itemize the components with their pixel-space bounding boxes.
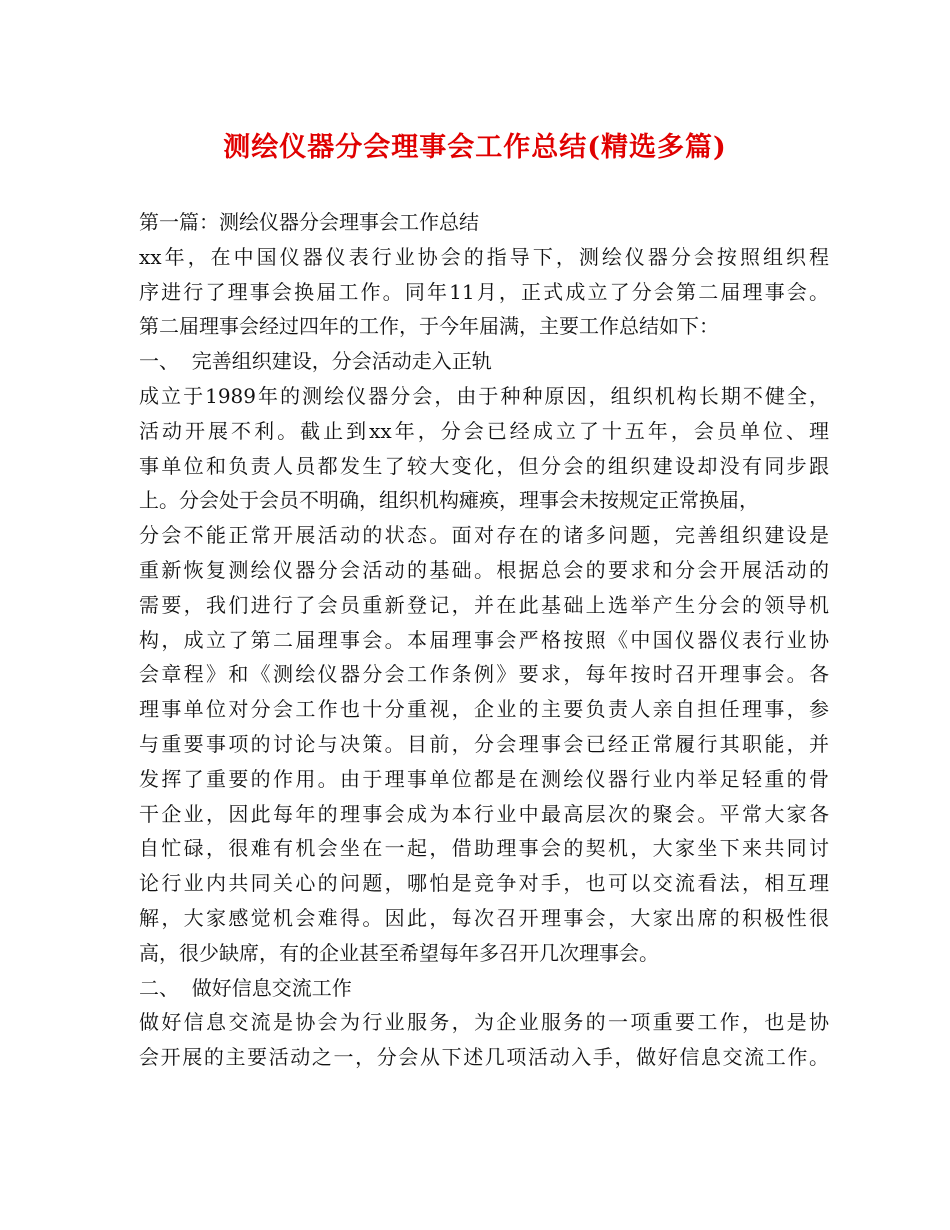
paragraph-line: 论行业内共同关心的问题，哪怕是竞争对手，也可以交流看法，相互理 xyxy=(139,871,829,896)
paragraph-line: 上。分会处于会员不明确，组织机构瘫痪，理事会未按规定正常换届， xyxy=(139,488,759,513)
paragraph-line: 需要，我们进行了会员重新登记，并在此基础上选举产生分会的领导机 xyxy=(139,592,829,617)
paragraph-line: 重新恢复测绘仪器分会活动的基础。根据总会的要求和分会开展活动的 xyxy=(139,557,829,582)
paragraph-line: xx年，在中国仪器仪表行业协会的指导下，测绘仪器分会按照组织程 xyxy=(139,244,829,269)
document-title: 测绘仪器分会理事会工作总结(精选多篇) xyxy=(223,132,727,163)
paragraph-line: 与重要事项的讨论与决策。目前，分会理事会已经正常履行其职能，并 xyxy=(139,731,829,756)
document-body xyxy=(139,205,829,1075)
paragraph-line: 发挥了重要的作用。由于理事单位都是在测绘仪器行业内举足轻重的骨 xyxy=(139,766,829,791)
paragraph-line: 自忙碌，很难有机会坐在一起，借助理事会的契机，大家坐下来共同讨 xyxy=(139,836,829,861)
paragraph-line: 干企业，因此每年的理事会成为本行业中最高层次的聚会。平常大家各 xyxy=(139,801,829,826)
section-heading-part-one: 第一篇：测绘仪器分会理事会工作总结 xyxy=(139,210,479,234)
paragraph-line: 做好信息交流是协会为行业服务，为企业服务的一项重要工作，也是协 xyxy=(139,1010,829,1035)
paragraph-line: 第二届理事会经过四年的工作，于今年届满，主要工作总结如下： xyxy=(139,314,719,339)
section-heading-two: 二、 做好信息交流工作 xyxy=(139,975,352,1000)
paragraph-line: 活动开展不利。截止到xx年，分会已经成立了十五年，会员单位、理 xyxy=(139,418,829,443)
paragraph-line: 会开展的主要活动之一，分会从下述几项活动入手，做好信息交流工作。 xyxy=(139,1045,829,1070)
paragraph-line: 解，大家感觉机会难得。因此，每次召开理事会，大家出席的积极性很 xyxy=(139,905,829,930)
paragraph-line: 高，很少缺席，有的企业甚至希望每年多召开几次理事会。 xyxy=(139,940,659,965)
section-heading-one: 一、 完善组织建设，分会活动走入正轨 xyxy=(139,349,492,374)
paragraph-line: 理事单位对分会工作也十分重视，企业的主要负责人亲自担任理事，参 xyxy=(139,697,829,722)
paragraph-line: 序进行了理事会换届工作。同年11月，正式成立了分会第二届理事会。 xyxy=(139,279,829,304)
paragraph-line: 事单位和负责人员都发生了较大变化，但分会的组织建设却没有同步跟 xyxy=(139,453,829,478)
paragraph-line: 构，成立了第二届理事会。本届理事会严格按照《中国仪器仪表行业协 xyxy=(139,627,829,652)
paragraph-line: 会章程》和《测绘仪器分会工作条例》要求，每年按时召开理事会。各 xyxy=(139,662,829,687)
paragraph-line: 成立于1989年的测绘仪器分会，由于种种原因，组织机构长期不健全， xyxy=(139,383,829,408)
paragraph-line: 分会不能正常开展活动的状态。面对存在的诸多问题，完善组织建设是 xyxy=(139,523,829,548)
